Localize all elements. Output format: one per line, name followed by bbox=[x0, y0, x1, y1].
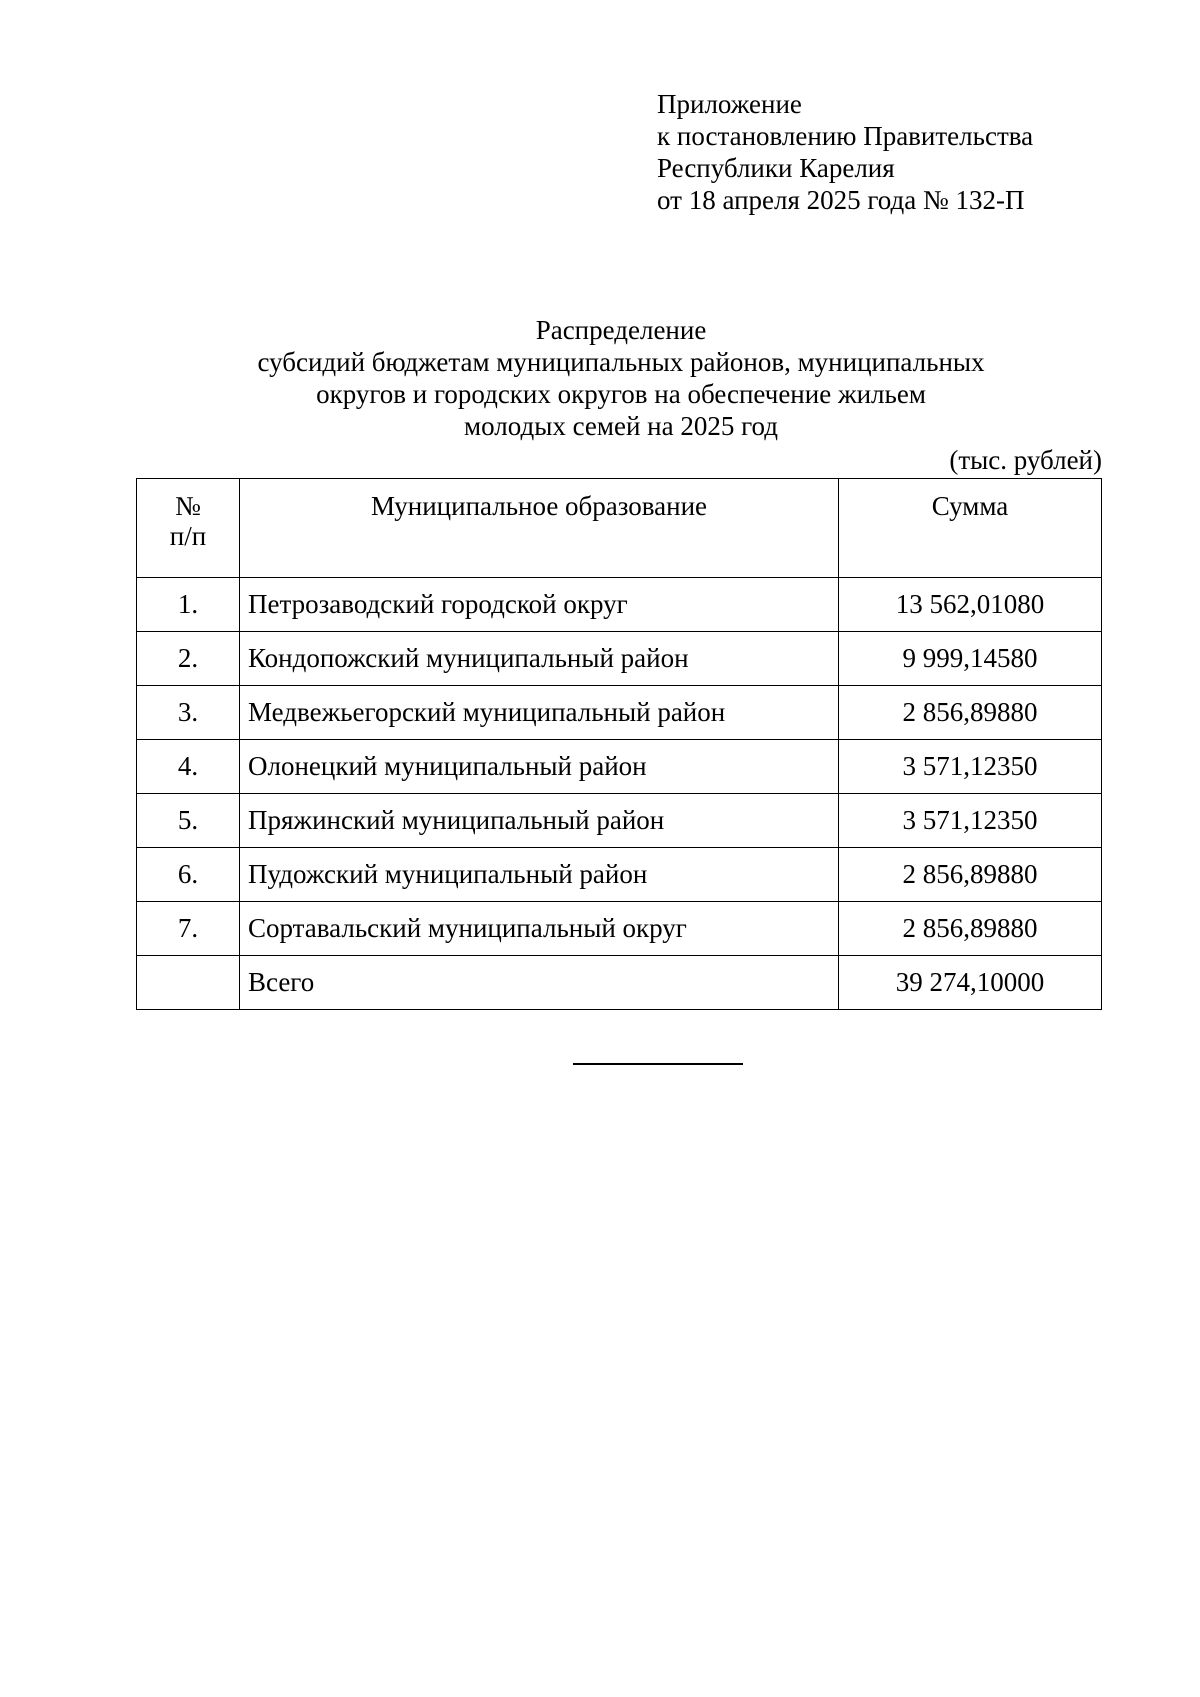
row-municipality: Медвежьегорский муниципальный район bbox=[240, 686, 839, 740]
row-sum: 13 562,01080 bbox=[839, 578, 1102, 632]
row-sum: 3 571,12350 bbox=[839, 740, 1102, 794]
total-number bbox=[137, 956, 240, 1010]
row-sum: 3 571,12350 bbox=[839, 794, 1102, 848]
appendix-line: Приложение bbox=[657, 89, 802, 119]
row-number: 7. bbox=[137, 902, 240, 956]
table-row bbox=[137, 848, 1102, 902]
row-number: 6. bbox=[137, 848, 240, 902]
table-row bbox=[137, 578, 1102, 632]
units-label: (тыс. рублей) bbox=[949, 445, 1102, 475]
row-municipality: Петрозаводский городской округ bbox=[240, 578, 839, 632]
header-municipality: Муниципальное образование bbox=[240, 479, 839, 578]
row-number: 1. bbox=[137, 578, 240, 632]
row-sum: 9 999,14580 bbox=[839, 632, 1102, 686]
row-sum: 2 856,89880 bbox=[839, 686, 1102, 740]
distribution-table bbox=[136, 478, 1102, 1010]
table-row bbox=[137, 740, 1102, 794]
row-sum: 2 856,89880 bbox=[839, 848, 1102, 902]
row-number: 5. bbox=[137, 794, 240, 848]
row-municipality: Олонецкий муниципальный район bbox=[240, 740, 839, 794]
table-row bbox=[137, 632, 1102, 686]
table-total-row bbox=[137, 956, 1102, 1010]
appendix-block bbox=[657, 88, 1033, 216]
table-header-row bbox=[137, 479, 1102, 578]
title-line: Распределение bbox=[535, 315, 707, 345]
header-number bbox=[137, 479, 240, 578]
total-sum: 39 274,10000 bbox=[839, 956, 1102, 1010]
header-number-symbol: № bbox=[175, 491, 201, 521]
row-sum: 2 856,89880 bbox=[839, 902, 1102, 956]
table-row bbox=[137, 794, 1102, 848]
end-divider bbox=[573, 1063, 743, 1065]
title-line: субсидий бюджетам муниципальных районов, муниципальных bbox=[257, 347, 985, 377]
header-sum: Сумма bbox=[839, 479, 1102, 578]
title-line: молодых семей на 2025 год bbox=[464, 411, 778, 441]
table-row bbox=[137, 902, 1102, 956]
total-label: Всего bbox=[240, 956, 839, 1010]
row-municipality: Сортавальский муниципальный округ bbox=[240, 902, 839, 956]
appendix-line: к постановлению Правительства bbox=[657, 121, 1034, 151]
appendix-line: Республики Карелия bbox=[657, 153, 895, 183]
row-number: 3. bbox=[137, 686, 240, 740]
title-line: округов и городских округов на обеспечение жильем bbox=[316, 379, 926, 409]
header-number-label: п/п bbox=[169, 521, 207, 551]
row-number: 4. bbox=[137, 740, 240, 794]
table-row bbox=[137, 686, 1102, 740]
appendix-line: от 18 апреля 2025 года № 132-П bbox=[657, 185, 1025, 215]
row-municipality: Кондопожский муниципальный район bbox=[240, 632, 839, 686]
row-number: 2. bbox=[137, 632, 240, 686]
row-municipality: Пряжинский муниципальный район bbox=[240, 794, 839, 848]
document-title bbox=[136, 314, 1106, 442]
row-municipality: Пудожский муниципальный район bbox=[240, 848, 839, 902]
